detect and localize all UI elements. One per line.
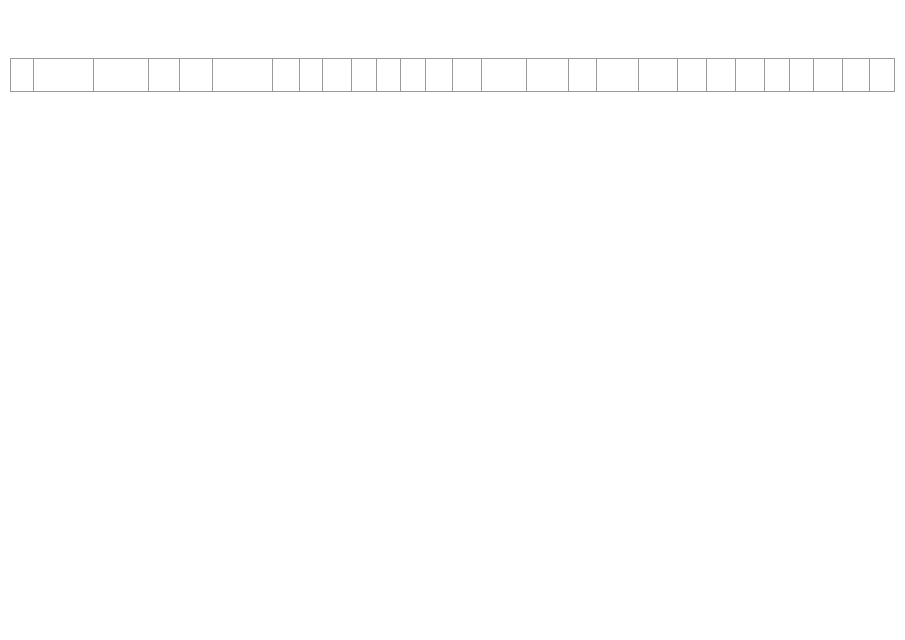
column-header [180, 59, 213, 92]
column-header [376, 59, 401, 92]
column-header [273, 59, 300, 92]
column-header [870, 59, 895, 92]
column-header [481, 59, 526, 92]
column-header [706, 59, 735, 92]
report-sheet [10, 58, 895, 92]
column-header [11, 59, 34, 92]
column-header [33, 59, 93, 92]
column-header [843, 59, 870, 92]
column-header [401, 59, 426, 92]
column-header [735, 59, 764, 92]
column-header [300, 59, 323, 92]
column-header [351, 59, 376, 92]
column-header [452, 59, 481, 92]
column-header [764, 59, 789, 92]
column-header [93, 59, 149, 92]
column-header [638, 59, 677, 92]
column-header [213, 59, 273, 92]
column-header [568, 59, 597, 92]
column-header [814, 59, 843, 92]
data-table [10, 58, 895, 92]
column-header [597, 59, 638, 92]
column-header [789, 59, 814, 92]
column-header [678, 59, 707, 92]
column-header [527, 59, 568, 92]
table-header-row [11, 59, 895, 92]
column-header [426, 59, 453, 92]
column-header [322, 59, 351, 92]
column-header [149, 59, 180, 92]
